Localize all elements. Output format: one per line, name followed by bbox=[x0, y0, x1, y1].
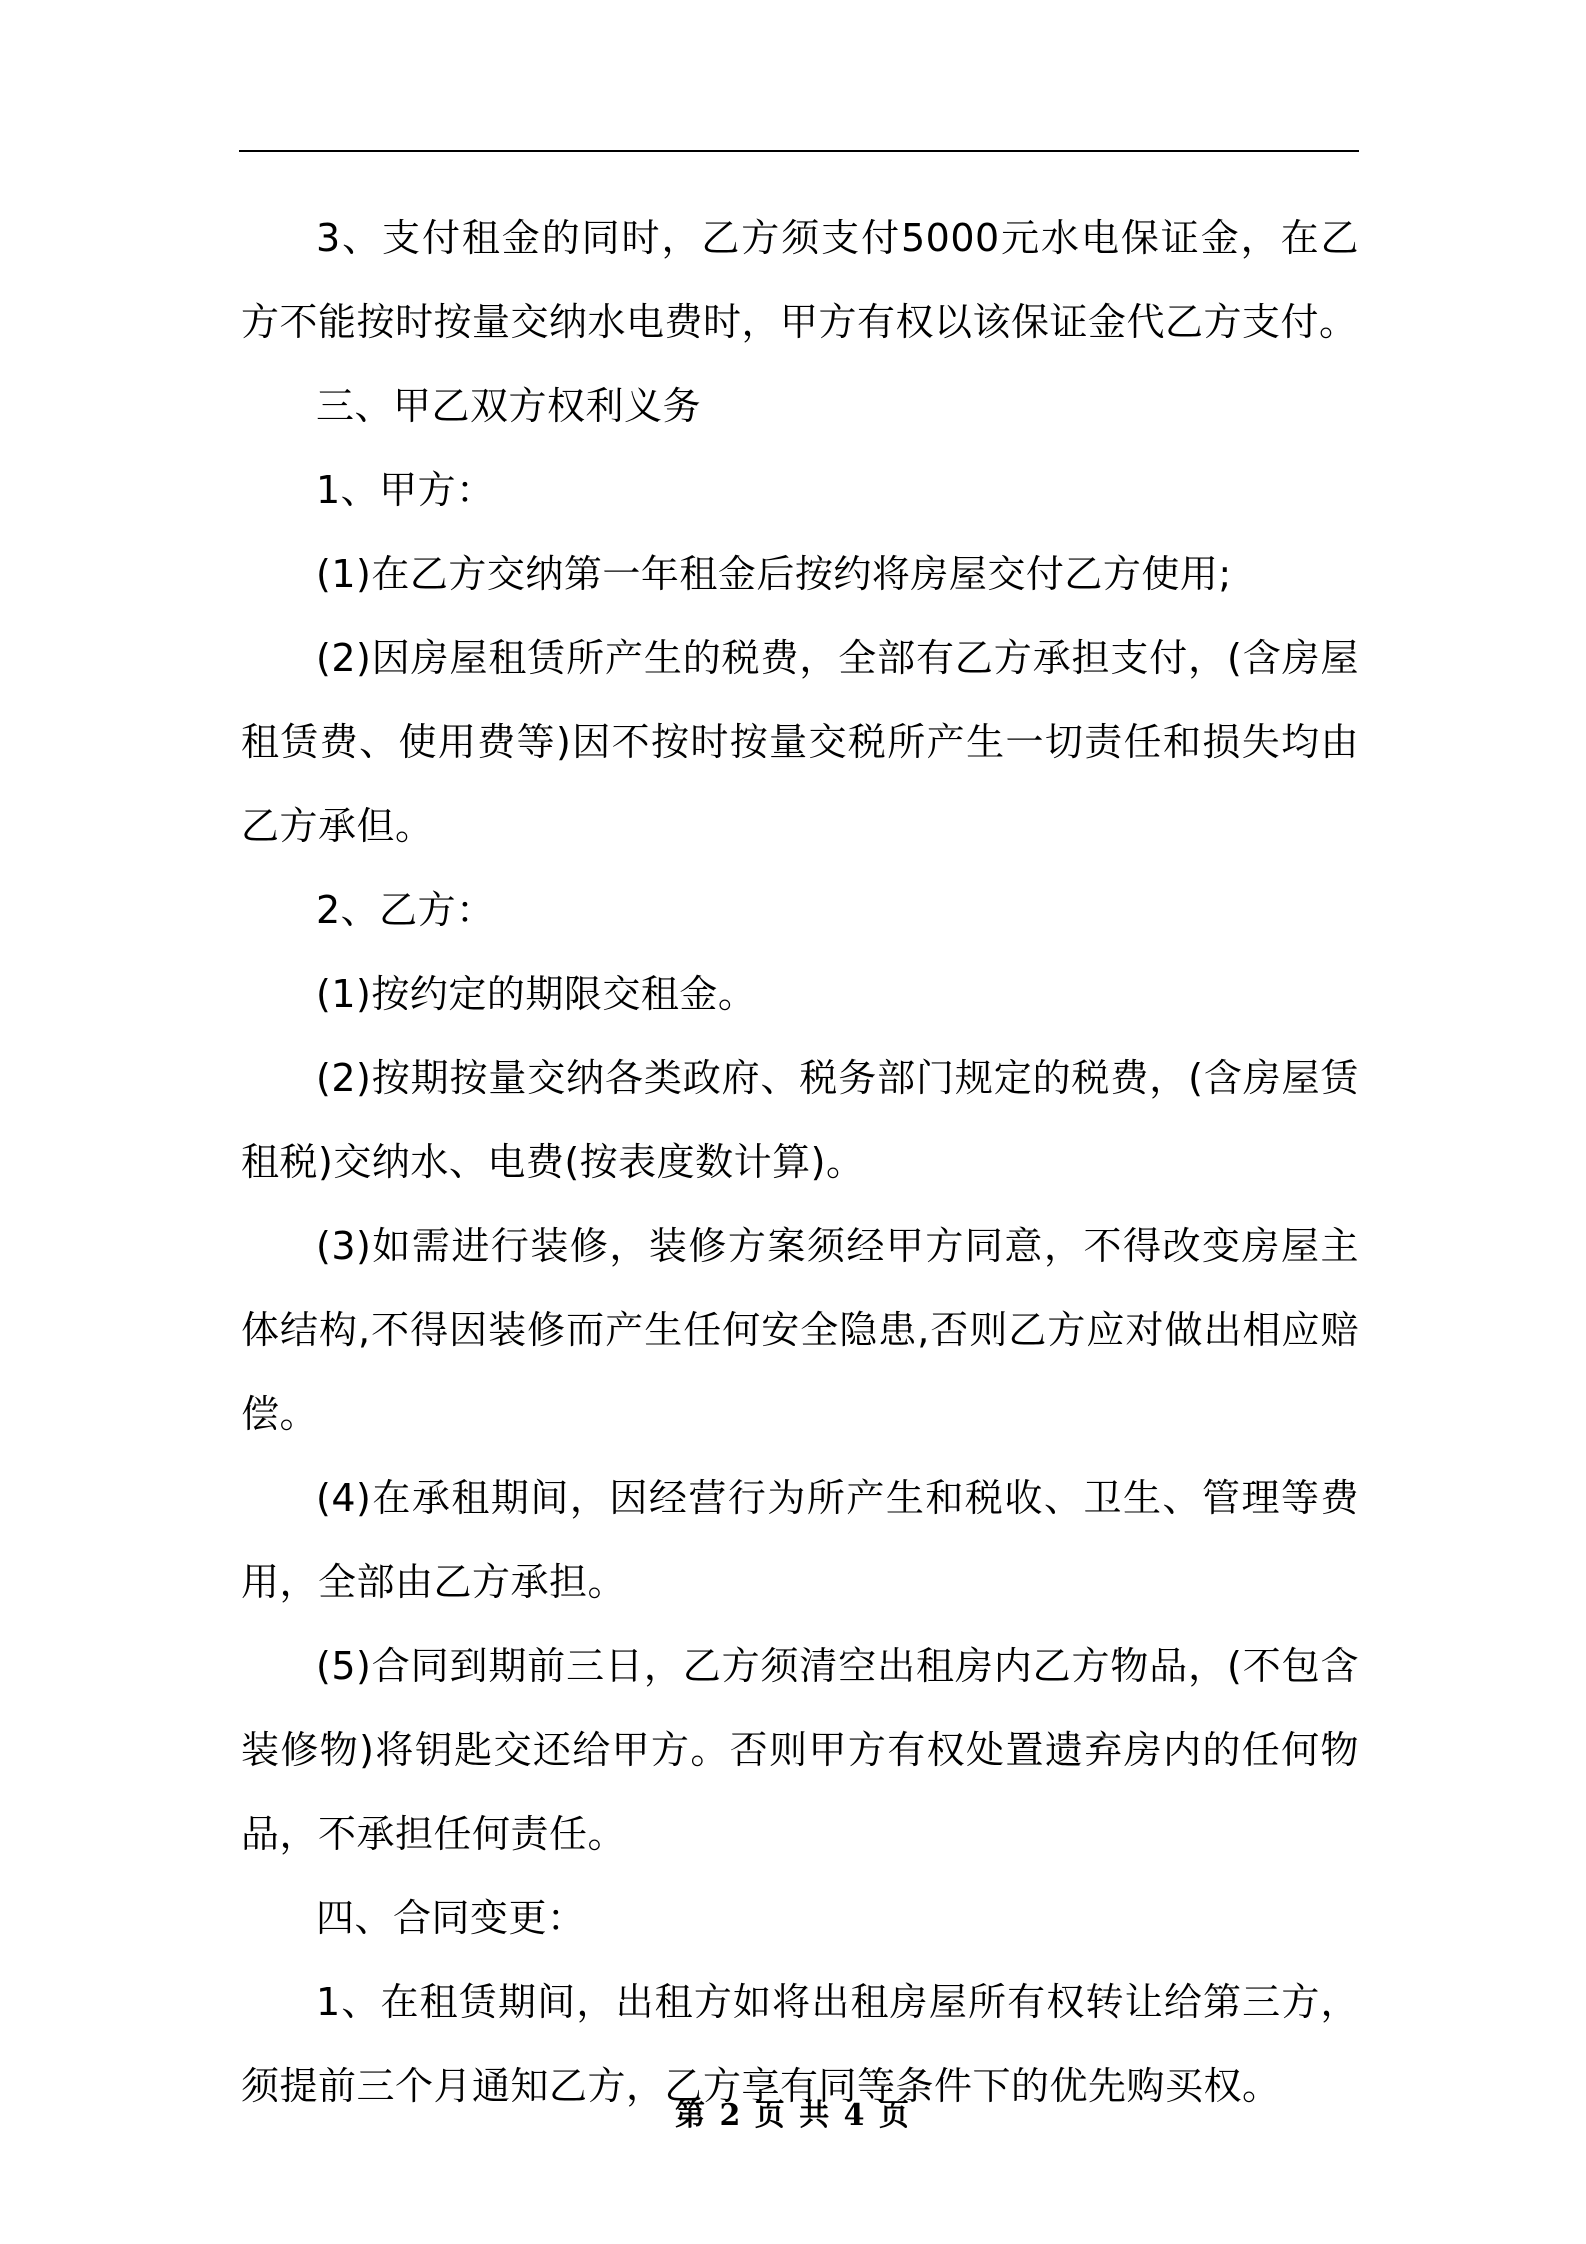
paragraph: (4)在承租期间，因经营行为所产生和税收、卫生、管理等费用，全部由乙方承担。 bbox=[241, 1476, 1359, 1604]
section-heading: 三、甲乙双方权利义务 bbox=[316, 384, 702, 428]
paragraph: (2)因房屋租赁所产生的税费，全部有乙方承担支付，(含房屋租赁费、使用费等)因不按时按量交税所产生一切责任和损失均由乙方承但。 bbox=[241, 636, 1359, 848]
header-rule bbox=[239, 150, 1359, 152]
section-heading: 四、合同变更： bbox=[316, 1896, 586, 1940]
document-body bbox=[241, 196, 1359, 2128]
paragraph: (3)如需进行装修，装修方案须经甲方同意，不得改变房屋主体结构,不得因装修而产生任何安全隐患,否则乙方应对做出相应赔偿。 bbox=[241, 1224, 1359, 1436]
paragraph: 3、支付租金的同时，乙方须支付5000元水电保证金，在乙方不能按时按量交纳水电费时，甲方有权以该保证金代乙方支付。 bbox=[241, 216, 1359, 344]
paragraph: (2)按期按量交纳各类政府、税务部门规定的税费，(含房屋赁租税)交纳水、电费(按表度数计算)。 bbox=[241, 1056, 1359, 1184]
paragraph: (1)在乙方交纳第一年租金后按约将房屋交付乙方使用; bbox=[316, 552, 1232, 596]
subsection-heading: 1、甲方： bbox=[316, 468, 495, 512]
subsection-heading: 2、乙方： bbox=[316, 888, 495, 932]
page-number: 第 2 页 共 4 页 bbox=[675, 2098, 911, 2133]
paragraph: (5)合同到期前三日，乙方须清空出租房内乙方物品，(不包含装修物)将钥匙交还给甲方。否则甲方有权处置遗弃房内的任何物品，不承担任何责任。 bbox=[241, 1644, 1359, 1856]
paragraph: 1、在租赁期间，出租方如将出租房屋所有权转让给第三方，须提前三个月通知乙方，乙方享有同等条件下的优先购买权。 bbox=[241, 1980, 1359, 2108]
paragraph: (1)按约定的期限交租金。 bbox=[316, 972, 757, 1016]
